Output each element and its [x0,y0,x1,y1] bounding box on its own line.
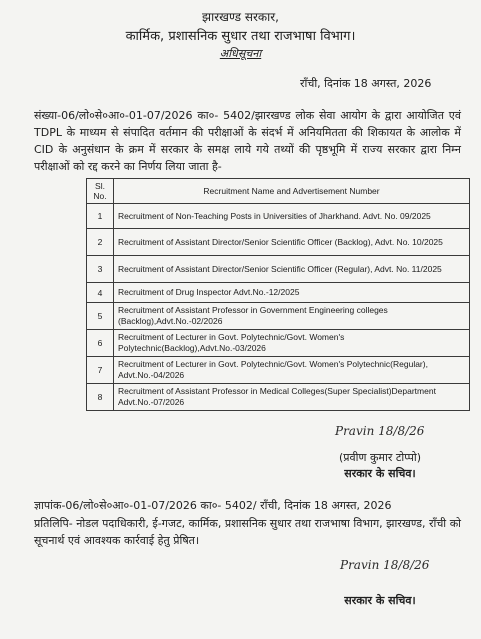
row-sl: 7 [87,357,114,384]
header-notification: अधिसूचना [219,47,262,60]
row-recruitment-name: Recruitment of Lecturer in Govt. Polytechnic/Govt. Women's Polytechnic(Regular), Advt.No.-04/2026 [114,357,470,384]
table-header-row [87,179,470,204]
row-sl: 5 [87,303,114,330]
col-name-header: Recruitment Name and Advertisement Number [114,179,470,204]
table-row [87,283,470,303]
header-department: कार्मिक, प्रशासनिक सुधार तथा राजभाषा विभाग। [125,29,356,44]
table-row [87,330,470,357]
row-recruitment-name: Recruitment of Assistant Professor in Medical Colleges(Super Specialist)Department Advt.No.-07/2026 [114,384,470,411]
table-row [87,229,470,256]
row-sl: 4 [87,283,114,303]
signatory-designation-2: सरकार के सचिव। [344,594,416,607]
table-row [87,256,470,283]
table-row [87,303,470,330]
recruitment-table [86,178,470,411]
table-row [87,204,470,229]
signatory-name: (प्रवीण कुमार टोप्पो) [338,451,421,464]
row-sl: 3 [87,256,114,283]
memo-number-line: ज्ञापांक-06/लो०से०आ०-01-07/2026 का०- 5402/ राँची, दिनांक 18 अगस्त, 2026 [34,499,392,512]
row-sl: 6 [87,330,114,357]
notification-paragraph: संख्या-06/लो०से०आ०-01-07/2026 का०- 5402/झारखण्ड लोक सेवा आयोग के द्वारा आयोजित एवं TDPL के माध्यम से संपादित वर्तमान की परीक्षाओं के संदर्भ में अनियमितता की शिकायत के आलोक में CID के अनुसंधान के क्रम में सरकार के समक्ष लाये गये तथ्यों की पृष्ठभूमि में राज्य सरकार द्वारा निम्न परीक्षाओं को रद्द करने का निर्णय लिया जाता है- [34,109,461,173]
row-recruitment-name: Recruitment of Assistant Director/Senior Scientific Officer (Regular), Advt. No. 11/2025 [114,256,470,283]
signatory-designation: सरकार के सचिव। [344,467,416,480]
row-sl: 1 [87,204,114,229]
row-sl: 8 [87,384,114,411]
table-row [87,384,470,411]
row-recruitment-name: Recruitment of Assistant Director/Senior Scientific Officer (Backlog), Advt. No. 10/2025 [114,229,470,256]
row-recruitment-name: Recruitment of Assistant Professor in Government Engineering colleges (Backlog),Advt.No.-02/2026 [114,303,470,330]
header-government: झारखण्ड सरकार, [202,10,279,24]
row-sl: 2 [87,229,114,256]
signature-secretary-2: Pravin 18/8/26 [340,558,430,572]
signature-secretary: Pravin 18/8/26 [335,424,425,438]
copy-forward-paragraph: प्रतिलिपि- नोडल पदाधिकारी, ई-गजट, कार्मिक, प्रशासनिक सुधार तथा राजभाषा विभाग, झारखण्ड, राँची को सूचनार्थ एवं आवश्यक कार्रवाई हेतु प्रेषित। [34,517,461,547]
notification-date: राँची, दिनांक 18 अगस्त, 2026 [300,77,432,90]
col-sl-header: Sl. No. [87,179,114,204]
row-recruitment-name: Recruitment of Lecturer in Govt. Polytechnic/Govt. Women's Polytechnic(Backlog),Advt.No.-03/2026 [114,330,470,357]
row-recruitment-name: Recruitment of Drug Inspector Advt.No.-12/2025 [114,283,470,303]
row-recruitment-name: Recruitment of Non-Teaching Posts in Universities of Jharkhand. Advt. No. 09/2025 [114,204,470,229]
table-row [87,357,470,384]
